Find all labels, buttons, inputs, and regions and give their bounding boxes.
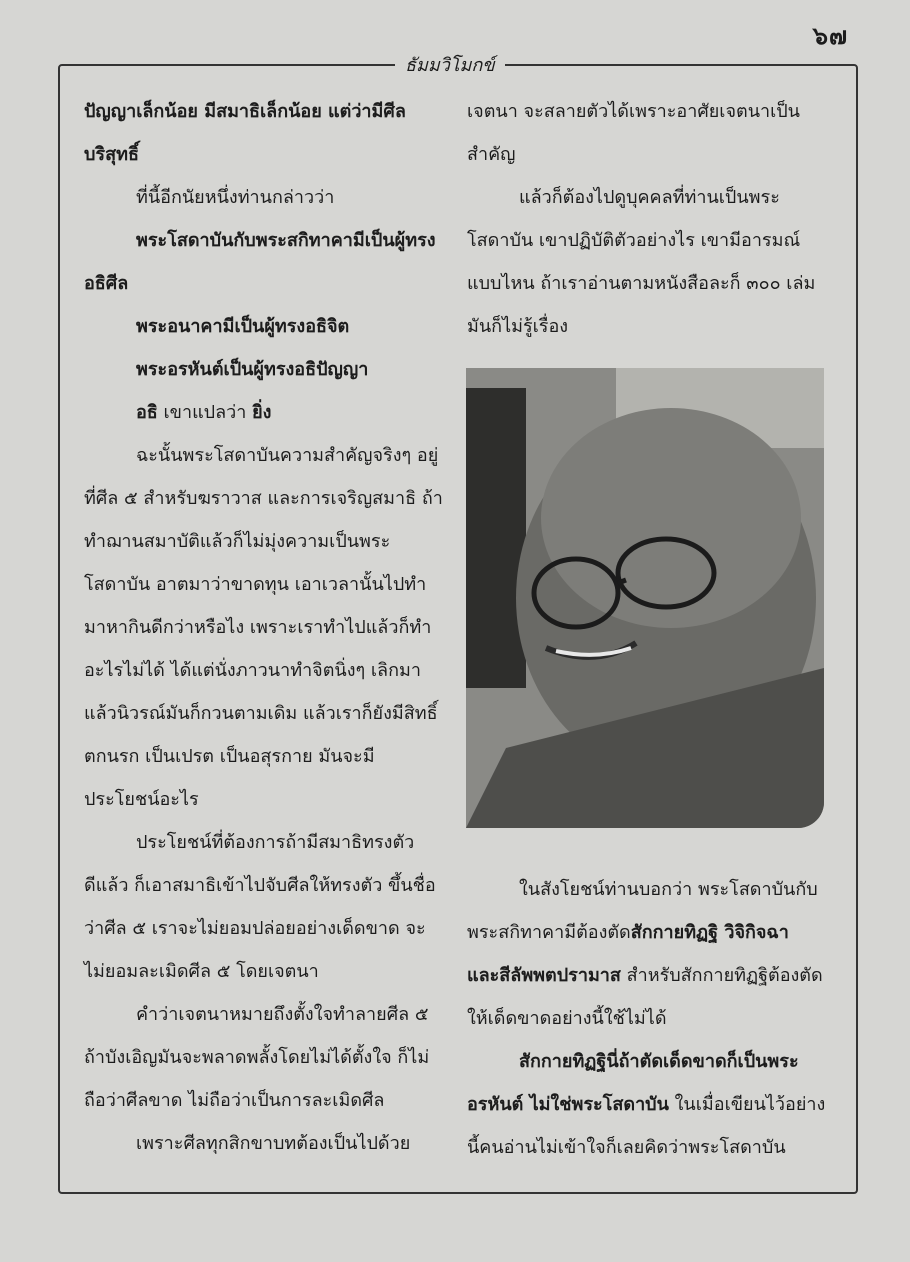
paragraph: ปัญญาเล็กน้อย มีสมาธิเล็กน้อย แต่ว่ามีศีลบริสุทธิ์ [84,101,406,165]
right-column-bottom [467,868,827,1169]
left-column [84,90,444,1165]
paragraph: ประโยชน์ที่ต้องการถ้ามีสมาธิทรงตัวดีแล้ว ก็เอาสมาธิเข้าไปจับศีลให้ทรงตัว ขึ้นชื่อว่าศีล ๕ เราจะไม่ยอมปล่อยอย่างเด็ดขาด จะไม่ยอมละเมิดศีล ๕ โดยเจตนา [84,832,436,982]
paragraph: เพราะศีลทุกสิกขาบทต้องเป็นไปด้วย [136,1133,411,1154]
page-number: ๖๗ [812,21,848,50]
paragraph: แล้วก็ต้องไปดูบุคคลที่ท่านเป็นพระโสดาบัน เขาปฏิบัติตัวอย่างไร เขามีอารมณ์แบบไหน ถ้าเราอ่านตามหนังสือละก็ ๓๐๐ เล่มมันก็ไม่รู้เรื่อง [467,187,816,337]
paragraph: ฉะนั้นพระโสดาบันความสำคัญจริงๆ อยู่ที่ศีล ๕ สำหรับฆราวาส และการเจริญสมาธิ ถ้าทำฌานสมาบัติแล้วก็ไม่มุ่งความเป็นพระโสดาบัน อาตมาว่าขาดทุน เอาเวลานั้นไปทำมาหากินดีกว่าหรือไง เพราะเราทำไปแล้วก็ทำอะไรไม่ได้ ได้แต่นั่งภาวนาทำจิตนิ่งๆ เลิกมาแล้วนิวรณ์มันก็กวนตามเดิม แล้วเราก็ยังมีสิทธิ์ตกนรก เป็นเปรต เป็นอสุรกาย มันจะมีประโยชน์อะไร [84,445,443,810]
paragraph: สักกายทิฏฐินี่ถ้าตัดเด็ดขาดก็เป็นพระอรหันต์ ไม่ใช่พระโสดาบัน ในเมื่อเขียนไว้อย่างนี้คนอ่านไม่เข้าใจก็เลยคิดว่าพระโสดาบัน [467,1051,826,1158]
paragraph: พระโสดาบันกับพระสกิทาคามีเป็นผู้ทรงอธิศีล [84,230,436,294]
right-column-top [467,90,827,348]
paragraph: พระอนาคามีเป็นผู้ทรงอธิจิต [136,316,350,337]
running-header: ธัมมวิโมกข์ [395,50,505,79]
paragraph: อธิ เขาแปลว่า ยิ่ง [136,402,272,423]
paragraph: ที่นี้อีกนัยหนึ่งท่านกล่าวว่า [136,187,335,208]
paragraph: ในสังโยชน์ท่านบอกว่า พระโสดาบันกับพระสกิทาคามีต้องตัดสักกายทิฏฐิ วิจิกิจฉา และสีลัพพตปรามาส สำหรับสักกายทิฏฐิต้องตัดให้เด็ดขาดอย่างนี้ใช้ไม่ได้ [467,879,823,1029]
monk-portrait-illustration [466,368,824,828]
paragraph: เจตนา จะสลายตัวได้เพราะอาศัยเจตนาเป็นสำคัญ [467,101,800,165]
monk-photo [466,368,824,828]
paragraph: คำว่าเจตนาหมายถึงตั้งใจทำลายศีล ๕ ถ้าบังเอิญมันจะพลาดพลั้งโดยไม่ได้ตั้งใจ ก็ไม่ถือว่าศีลขาด ไม่ถือว่าเป็นการละเมิดศีล [84,1004,430,1111]
paragraph: พระอรหันต์เป็นผู้ทรงอธิปัญญา [136,359,369,380]
